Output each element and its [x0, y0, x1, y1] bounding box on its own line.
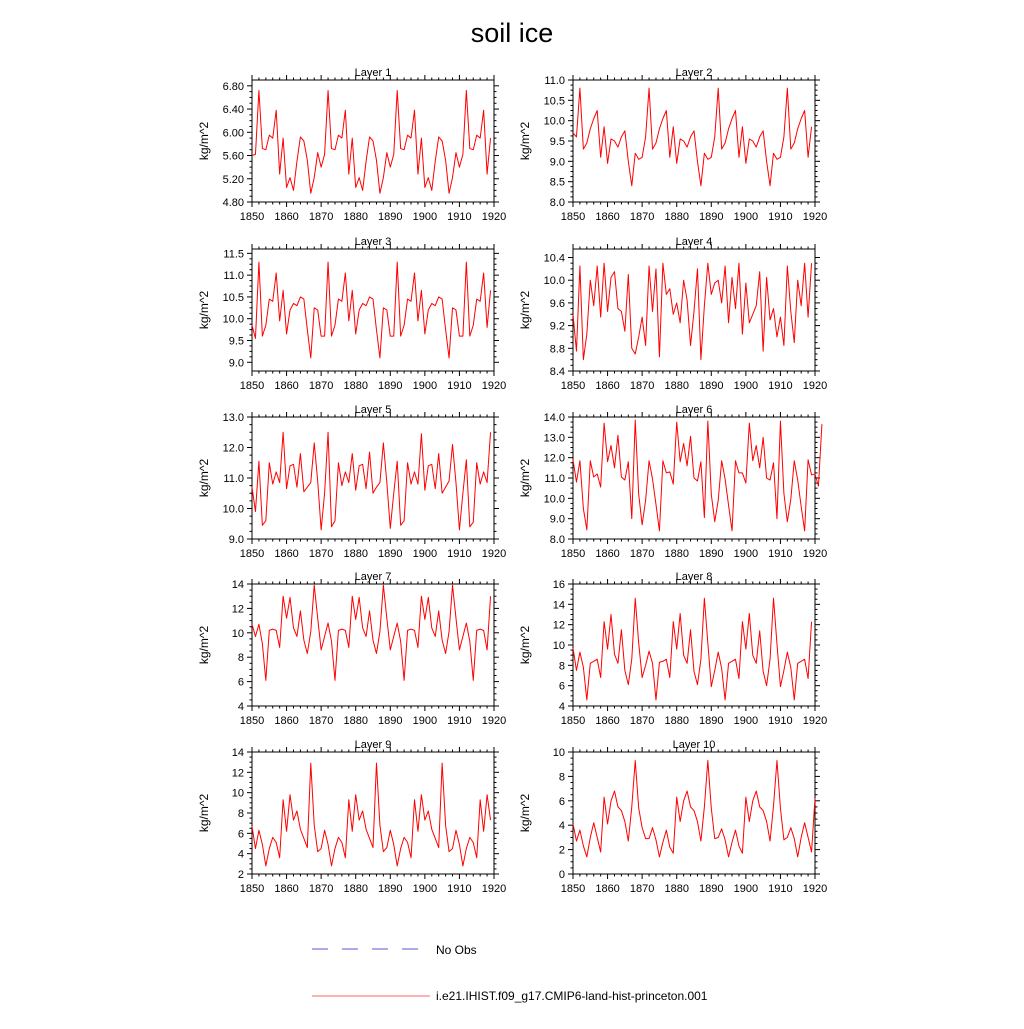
y-tick-label: 8	[558, 771, 565, 784]
y-axis-label: kg/m^2	[518, 121, 532, 161]
x-tick-label: 1910	[768, 211, 793, 223]
y-tick-label: 8	[237, 652, 244, 665]
x-tick-label: 1880	[343, 715, 368, 727]
x-tick-label: 1870	[629, 548, 655, 560]
y-tick-label: 16	[552, 579, 565, 591]
x-tick-label: 1880	[343, 211, 368, 223]
x-tick-label: 1920	[481, 380, 507, 392]
y-tick-label: 12	[231, 767, 244, 780]
x-tick-label: 1860	[274, 883, 299, 895]
x-tick-label: 1890	[699, 548, 724, 560]
x-tick-label: 1890	[378, 715, 403, 727]
y-tick-label: 9.6	[549, 297, 565, 310]
y-tick-label: 8.5	[549, 176, 565, 189]
panel-layer-6	[518, 404, 827, 560]
y-tick-label: 11.5	[223, 248, 244, 261]
y-tick-label: 14.0	[543, 412, 565, 424]
panel-layer-7	[197, 571, 506, 727]
panel-title: Layer 3	[354, 236, 392, 248]
y-tick-label: 6.00	[222, 127, 244, 140]
y-tick-label: 10	[552, 747, 565, 759]
panel-title: Layer 10	[672, 739, 716, 751]
y-tick-label: 10.5	[543, 95, 565, 108]
x-tick-label: 1910	[447, 715, 472, 727]
x-tick-label: 1890	[378, 883, 403, 895]
y-tick-label: 8	[558, 660, 565, 673]
y-tick-label: 10.0	[543, 115, 565, 128]
x-tick-label: 1900	[733, 883, 759, 895]
panel-frame	[252, 249, 494, 371]
y-tick-label: 13.0	[222, 412, 244, 424]
legend-model-label: i.e21.IHIST.f09_g17.CMIP6-land-hist-princeton.001	[436, 989, 708, 1003]
y-tick-label: 6	[558, 795, 565, 808]
x-tick-label: 1900	[412, 548, 438, 560]
series-line-1	[573, 420, 822, 531]
x-tick-label: 1870	[629, 715, 655, 727]
x-tick-label: 1860	[595, 715, 620, 727]
panel-title: Layer 9	[354, 739, 392, 751]
panel-layer-8	[518, 571, 827, 727]
x-tick-label: 1860	[595, 883, 620, 895]
legend-no-obs-label: No Obs	[436, 943, 477, 957]
panel-layer-9	[197, 739, 506, 895]
x-tick-label: 1910	[768, 380, 793, 392]
series-line-1	[252, 262, 491, 358]
panel-title: Layer 5	[354, 404, 392, 416]
x-tick-label: 1860	[274, 211, 299, 223]
x-tick-label: 1850	[560, 883, 586, 895]
series-line-1	[252, 90, 491, 193]
x-tick-label: 1850	[560, 211, 586, 223]
y-tick-label: 9.5	[228, 335, 244, 348]
y-tick-label: 4	[237, 701, 244, 713]
series-line-1	[573, 761, 815, 857]
y-tick-label: 4.80	[222, 197, 244, 209]
y-axis-label: kg/m^2	[518, 625, 532, 665]
series-line-1	[573, 263, 812, 359]
x-tick-label: 1910	[447, 548, 472, 560]
x-tick-label: 1920	[481, 715, 507, 727]
x-tick-label: 1920	[802, 380, 828, 392]
y-tick-label: 8.8	[549, 343, 565, 356]
y-tick-label: 5.60	[222, 150, 244, 163]
x-tick-label: 1920	[802, 548, 828, 560]
x-tick-label: 1860	[274, 380, 299, 392]
y-tick-label: 8.0	[549, 534, 565, 546]
x-tick-label: 1860	[595, 548, 620, 560]
series-line-1	[252, 585, 491, 680]
y-tick-label: 10	[231, 787, 244, 800]
y-tick-label: 8.0	[549, 197, 565, 209]
y-tick-label: 9.5	[549, 136, 565, 148]
x-tick-label: 1870	[308, 883, 334, 895]
x-tick-label: 1890	[699, 211, 724, 223]
y-tick-label: 10.0	[222, 503, 244, 516]
x-tick-label: 1870	[629, 380, 655, 392]
y-axis-label: kg/m^2	[197, 793, 211, 833]
y-tick-label: 4	[558, 701, 565, 713]
series-line-1	[252, 432, 491, 530]
x-tick-label: 1910	[447, 380, 472, 392]
y-tick-label: 6	[237, 828, 244, 841]
panel-frame	[573, 80, 815, 202]
y-tick-label: 10	[231, 627, 244, 640]
y-tick-label: 2	[237, 869, 244, 881]
x-tick-label: 1880	[664, 883, 689, 895]
x-tick-label: 1900	[412, 211, 438, 223]
x-tick-label: 1850	[239, 715, 265, 727]
x-tick-label: 1900	[412, 380, 438, 392]
x-tick-label: 1890	[378, 548, 403, 560]
x-tick-label: 1900	[733, 380, 759, 392]
x-tick-label: 1880	[664, 211, 689, 223]
panel-title: Layer 7	[354, 571, 392, 583]
y-tick-label: 9.0	[228, 534, 244, 546]
y-tick-label: 12.0	[543, 452, 565, 465]
y-tick-label: 11.0	[544, 473, 565, 485]
x-tick-label: 1920	[481, 211, 507, 223]
y-tick-label: 2	[558, 844, 565, 857]
y-tick-label: 9.0	[549, 156, 565, 169]
panel-title: Layer 8	[675, 571, 713, 583]
y-tick-label: 11.0	[223, 473, 244, 485]
y-axis-label: kg/m^2	[197, 290, 211, 330]
y-axis-label: kg/m^2	[197, 121, 211, 161]
y-tick-label: 10.0	[222, 313, 244, 326]
x-tick-label: 1890	[699, 883, 724, 895]
x-tick-label: 1860	[274, 548, 299, 560]
x-tick-label: 1920	[481, 548, 507, 560]
x-tick-label: 1880	[664, 380, 689, 392]
y-tick-label: 12	[552, 619, 565, 632]
x-tick-label: 1850	[560, 548, 586, 560]
panel-layer-1	[197, 67, 506, 223]
x-tick-label: 1880	[664, 548, 689, 560]
x-tick-label: 1910	[447, 883, 472, 895]
panel-layer-3	[197, 236, 506, 392]
x-tick-label: 1850	[239, 380, 265, 392]
y-tick-label: 10	[552, 640, 565, 652]
panel-title: Layer 1	[354, 67, 392, 79]
panel-grid	[197, 67, 827, 895]
y-tick-label: 14	[231, 747, 244, 759]
y-axis-label: kg/m^2	[197, 625, 211, 665]
y-tick-label: 14	[552, 599, 565, 612]
y-tick-label: 9.2	[549, 320, 565, 333]
y-tick-label: 5.20	[222, 173, 244, 186]
x-tick-label: 1920	[802, 211, 828, 223]
x-tick-label: 1850	[560, 715, 586, 727]
x-tick-label: 1900	[733, 548, 759, 560]
x-tick-label: 1870	[308, 548, 334, 560]
series-line-1	[573, 88, 812, 186]
y-tick-label: 12	[231, 603, 244, 616]
figure-title: soil ice	[470, 18, 554, 48]
panel-title: Layer 6	[675, 404, 713, 416]
series-line-1	[573, 598, 812, 700]
y-tick-label: 9.0	[228, 357, 244, 370]
y-tick-label: 6	[237, 676, 244, 689]
x-tick-label: 1880	[343, 548, 368, 560]
x-tick-label: 1920	[802, 715, 828, 727]
x-tick-label: 1910	[768, 715, 793, 727]
x-tick-label: 1860	[595, 211, 620, 223]
x-tick-label: 1890	[378, 380, 403, 392]
y-tick-label: 11.0	[544, 75, 565, 87]
panel-frame	[252, 584, 494, 706]
x-tick-label: 1860	[595, 380, 620, 392]
x-tick-label: 1900	[733, 715, 759, 727]
y-tick-label: 4	[558, 820, 565, 833]
x-tick-label: 1880	[343, 380, 368, 392]
y-axis-label: kg/m^2	[197, 458, 211, 498]
y-axis-label: kg/m^2	[518, 793, 532, 833]
y-tick-label: 10.5	[222, 291, 244, 304]
y-tick-label: 10.0	[543, 275, 565, 288]
y-tick-label: 10.4	[543, 252, 565, 265]
x-tick-label: 1890	[378, 211, 403, 223]
panel-title: Layer 2	[675, 67, 713, 79]
y-axis-label: kg/m^2	[518, 290, 532, 330]
x-tick-label: 1920	[481, 883, 507, 895]
y-tick-label: 8.4	[549, 366, 565, 378]
y-tick-label: 12.0	[222, 442, 244, 455]
x-tick-label: 1910	[768, 883, 793, 895]
x-tick-label: 1850	[239, 548, 265, 560]
x-tick-label: 1900	[733, 211, 759, 223]
x-tick-label: 1880	[343, 883, 368, 895]
x-tick-label: 1870	[629, 211, 655, 223]
x-tick-label: 1870	[308, 380, 334, 392]
series-line-1	[252, 763, 491, 866]
y-tick-label: 14	[231, 579, 244, 591]
x-tick-label: 1850	[239, 211, 265, 223]
x-tick-label: 1890	[699, 380, 724, 392]
x-tick-label: 1870	[629, 883, 655, 895]
x-tick-label: 1890	[699, 715, 724, 727]
x-tick-label: 1870	[308, 211, 334, 223]
x-tick-label: 1910	[768, 548, 793, 560]
y-tick-label: 6.80	[222, 80, 244, 93]
x-tick-label: 1910	[447, 211, 472, 223]
panel-layer-5	[197, 404, 506, 560]
x-tick-label: 1850	[239, 883, 265, 895]
panel-layer-10	[518, 739, 827, 895]
x-tick-label: 1860	[274, 715, 299, 727]
y-tick-label: 10.0	[543, 493, 565, 506]
legend	[312, 943, 708, 1003]
x-tick-label: 1850	[560, 380, 586, 392]
y-tick-label: 9.0	[549, 513, 565, 526]
y-tick-label: 8	[237, 808, 244, 820]
y-axis-label: kg/m^2	[518, 458, 532, 498]
y-tick-label: 11.0	[223, 270, 244, 283]
x-tick-label: 1900	[412, 715, 438, 727]
y-tick-label: 6	[558, 680, 565, 693]
y-tick-label: 6.40	[222, 104, 244, 117]
x-tick-label: 1900	[412, 883, 438, 895]
x-tick-label: 1870	[308, 715, 334, 727]
x-tick-label: 1920	[802, 883, 828, 895]
panel-layer-4	[518, 236, 827, 392]
y-tick-label: 4	[237, 848, 244, 861]
panel-title: Layer 4	[675, 236, 713, 248]
x-tick-label: 1880	[664, 715, 689, 727]
panel-frame	[573, 584, 815, 706]
y-tick-label: 13.0	[543, 432, 565, 445]
y-tick-label: 0	[558, 869, 565, 881]
panel-layer-2	[518, 67, 827, 223]
